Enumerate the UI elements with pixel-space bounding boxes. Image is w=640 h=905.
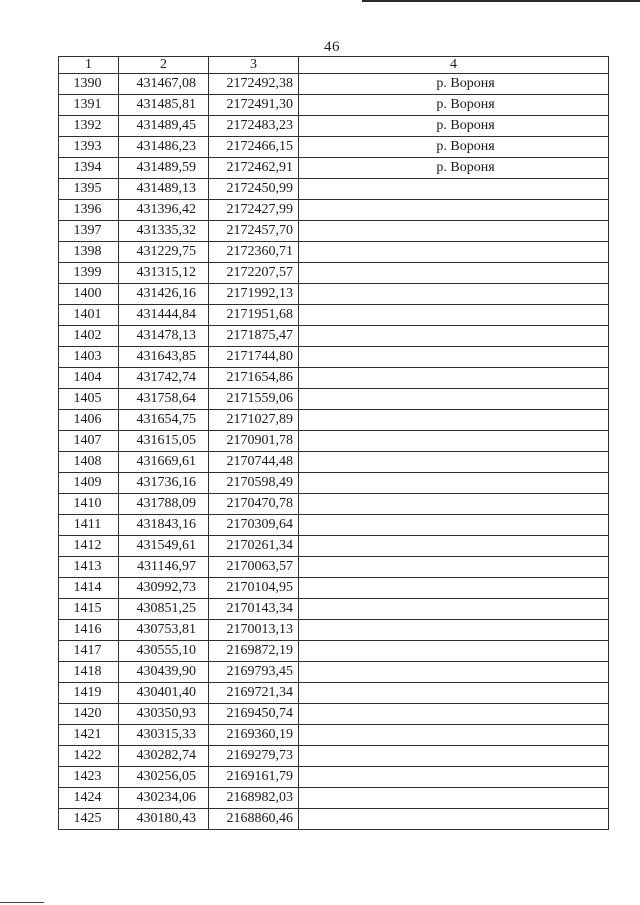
table-row [59,368,609,389]
table-row [59,74,609,95]
note-cell [299,452,609,473]
point-number-cell: 1399 [59,263,119,284]
note-cell [299,704,609,725]
note-cell: р. Вороня [299,95,609,116]
header-col-4: 4 [299,57,609,74]
table-row [59,725,609,746]
y-coordinate-cell: 2172466,15 [209,137,299,158]
x-coordinate-cell: 431467,08 [119,74,209,95]
point-number-cell: 1408 [59,452,119,473]
note-cell [299,242,609,263]
point-number-cell: 1424 [59,788,119,809]
x-coordinate-cell: 430439,90 [119,662,209,683]
y-coordinate-cell: 2170470,78 [209,494,299,515]
point-number-cell: 1413 [59,557,119,578]
point-number-cell: 1419 [59,683,119,704]
x-coordinate-cell: 431742,74 [119,368,209,389]
note-cell [299,410,609,431]
table-row [59,620,609,641]
y-coordinate-cell: 2169721,34 [209,683,299,704]
table-row [59,452,609,473]
note-cell [299,473,609,494]
note-cell [299,389,609,410]
point-number-cell: 1406 [59,410,119,431]
x-coordinate-cell: 431654,75 [119,410,209,431]
x-coordinate-cell: 431843,16 [119,515,209,536]
table-row [59,95,609,116]
x-coordinate-cell: 431335,32 [119,221,209,242]
note-cell [299,557,609,578]
table-row [59,683,609,704]
table-row [59,116,609,137]
note-cell: р. Вороня [299,74,609,95]
point-number-cell: 1401 [59,305,119,326]
x-coordinate-cell: 430350,93 [119,704,209,725]
y-coordinate-cell: 2171951,68 [209,305,299,326]
table-row [59,410,609,431]
point-number-cell: 1393 [59,137,119,158]
note-cell [299,305,609,326]
y-coordinate-cell: 2172491,30 [209,95,299,116]
x-coordinate-cell: 431615,05 [119,431,209,452]
y-coordinate-cell: 2170744,48 [209,452,299,473]
note-cell [299,746,609,767]
point-number-cell: 1397 [59,221,119,242]
x-coordinate-cell: 430555,10 [119,641,209,662]
table-row [59,179,609,200]
y-coordinate-cell: 2170013,13 [209,620,299,641]
header-col-1: 1 [59,57,119,74]
table-row [59,284,609,305]
page-number: 46 [324,39,340,55]
table-row [59,662,609,683]
point-number-cell: 1425 [59,809,119,830]
point-number-cell: 1390 [59,74,119,95]
y-coordinate-cell: 2169450,74 [209,704,299,725]
y-coordinate-cell: 2172450,99 [209,179,299,200]
x-coordinate-cell: 430234,06 [119,788,209,809]
y-coordinate-cell: 2171654,86 [209,368,299,389]
note-cell [299,368,609,389]
y-coordinate-cell: 2170261,34 [209,536,299,557]
note-cell [299,221,609,242]
note-cell [299,620,609,641]
y-coordinate-cell: 2172207,57 [209,263,299,284]
table-row [59,431,609,452]
note-cell [299,662,609,683]
point-number-cell: 1423 [59,767,119,788]
note-cell [299,599,609,620]
point-number-cell: 1404 [59,368,119,389]
page-number-wrap [0,38,640,56]
y-coordinate-cell: 2172492,38 [209,74,299,95]
note-cell [299,809,609,830]
y-coordinate-cell: 2169360,19 [209,725,299,746]
table-row [59,263,609,284]
note-cell: р. Вороня [299,137,609,158]
note-cell [299,641,609,662]
table-row [59,200,609,221]
table-row [59,158,609,179]
x-coordinate-cell: 430180,43 [119,809,209,830]
x-coordinate-cell: 431146,97 [119,557,209,578]
point-number-cell: 1403 [59,347,119,368]
x-coordinate-cell: 430992,73 [119,578,209,599]
y-coordinate-cell: 2171744,80 [209,347,299,368]
y-coordinate-cell: 2170104,95 [209,578,299,599]
point-number-cell: 1391 [59,95,119,116]
y-coordinate-cell: 2171875,47 [209,326,299,347]
y-coordinate-cell: 2171992,13 [209,284,299,305]
table-row [59,242,609,263]
point-number-cell: 1417 [59,641,119,662]
coordinates-table [58,56,609,830]
point-number-cell: 1402 [59,326,119,347]
point-number-cell: 1405 [59,389,119,410]
y-coordinate-cell: 2168860,46 [209,809,299,830]
x-coordinate-cell: 430753,81 [119,620,209,641]
header-col-2: 2 [119,57,209,74]
table-header [59,57,609,74]
x-coordinate-cell: 431489,13 [119,179,209,200]
note-cell [299,494,609,515]
top-rule [362,0,640,2]
x-coordinate-cell: 431229,75 [119,242,209,263]
table-row [59,704,609,725]
point-number-cell: 1398 [59,242,119,263]
y-coordinate-cell: 2170063,57 [209,557,299,578]
x-coordinate-cell: 431669,61 [119,452,209,473]
x-coordinate-cell: 431758,64 [119,389,209,410]
table-body [59,74,609,830]
note-cell [299,347,609,368]
x-coordinate-cell: 431788,09 [119,494,209,515]
note-cell [299,200,609,221]
header-row [59,57,609,74]
point-number-cell: 1420 [59,704,119,725]
x-coordinate-cell: 431736,16 [119,473,209,494]
point-number-cell: 1396 [59,200,119,221]
note-cell [299,683,609,704]
point-number-cell: 1421 [59,725,119,746]
y-coordinate-cell: 2172457,70 [209,221,299,242]
y-coordinate-cell: 2169793,45 [209,662,299,683]
x-coordinate-cell: 431643,85 [119,347,209,368]
x-coordinate-cell: 430256,05 [119,767,209,788]
y-coordinate-cell: 2172462,91 [209,158,299,179]
x-coordinate-cell: 431315,12 [119,263,209,284]
x-coordinate-cell: 430851,25 [119,599,209,620]
y-coordinate-cell: 2171027,89 [209,410,299,431]
note-cell [299,536,609,557]
x-coordinate-cell: 431489,59 [119,158,209,179]
x-coordinate-cell: 431549,61 [119,536,209,557]
y-coordinate-cell: 2169161,79 [209,767,299,788]
note-cell [299,284,609,305]
point-number-cell: 1414 [59,578,119,599]
y-coordinate-cell: 2170143,34 [209,599,299,620]
note-cell [299,515,609,536]
y-coordinate-cell: 2168982,03 [209,788,299,809]
x-coordinate-cell: 431485,81 [119,95,209,116]
table-row [59,494,609,515]
table-row [59,788,609,809]
y-coordinate-cell: 2170309,64 [209,515,299,536]
note-cell [299,179,609,200]
y-coordinate-cell: 2169279,73 [209,746,299,767]
table-row [59,473,609,494]
table-row [59,809,609,830]
y-coordinate-cell: 2171559,06 [209,389,299,410]
point-number-cell: 1418 [59,662,119,683]
table-row [59,557,609,578]
x-coordinate-cell: 430401,40 [119,683,209,704]
table-row [59,389,609,410]
table-row [59,599,609,620]
point-number-cell: 1392 [59,116,119,137]
note-cell: р. Вороня [299,158,609,179]
point-number-cell: 1411 [59,515,119,536]
x-coordinate-cell: 431489,45 [119,116,209,137]
point-number-cell: 1400 [59,284,119,305]
x-coordinate-cell: 430315,33 [119,725,209,746]
x-coordinate-cell: 431444,84 [119,305,209,326]
x-coordinate-cell: 431486,23 [119,137,209,158]
y-coordinate-cell: 2169872,19 [209,641,299,662]
table-row [59,221,609,242]
y-coordinate-cell: 2172483,23 [209,116,299,137]
note-cell [299,263,609,284]
y-coordinate-cell: 2170598,49 [209,473,299,494]
table-row [59,536,609,557]
point-number-cell: 1409 [59,473,119,494]
point-number-cell: 1410 [59,494,119,515]
note-cell [299,725,609,746]
x-coordinate-cell: 430282,74 [119,746,209,767]
point-number-cell: 1394 [59,158,119,179]
table-row [59,641,609,662]
note-cell [299,788,609,809]
point-number-cell: 1407 [59,431,119,452]
note-cell [299,578,609,599]
y-coordinate-cell: 2172427,99 [209,200,299,221]
x-coordinate-cell: 431478,13 [119,326,209,347]
y-coordinate-cell: 2170901,78 [209,431,299,452]
point-number-cell: 1416 [59,620,119,641]
x-coordinate-cell: 431396,42 [119,200,209,221]
table-row [59,515,609,536]
point-number-cell: 1422 [59,746,119,767]
note-cell [299,767,609,788]
table-row [59,578,609,599]
table-row [59,767,609,788]
point-number-cell: 1412 [59,536,119,557]
header-col-3: 3 [209,57,299,74]
table-row [59,305,609,326]
table-row [59,746,609,767]
note-cell [299,326,609,347]
note-cell: р. Вороня [299,116,609,137]
point-number-cell: 1395 [59,179,119,200]
table-row [59,137,609,158]
table-row [59,326,609,347]
bottom-rule [0,902,44,903]
y-coordinate-cell: 2172360,71 [209,242,299,263]
x-coordinate-cell: 431426,16 [119,284,209,305]
note-cell [299,431,609,452]
table-row [59,347,609,368]
point-number-cell: 1415 [59,599,119,620]
